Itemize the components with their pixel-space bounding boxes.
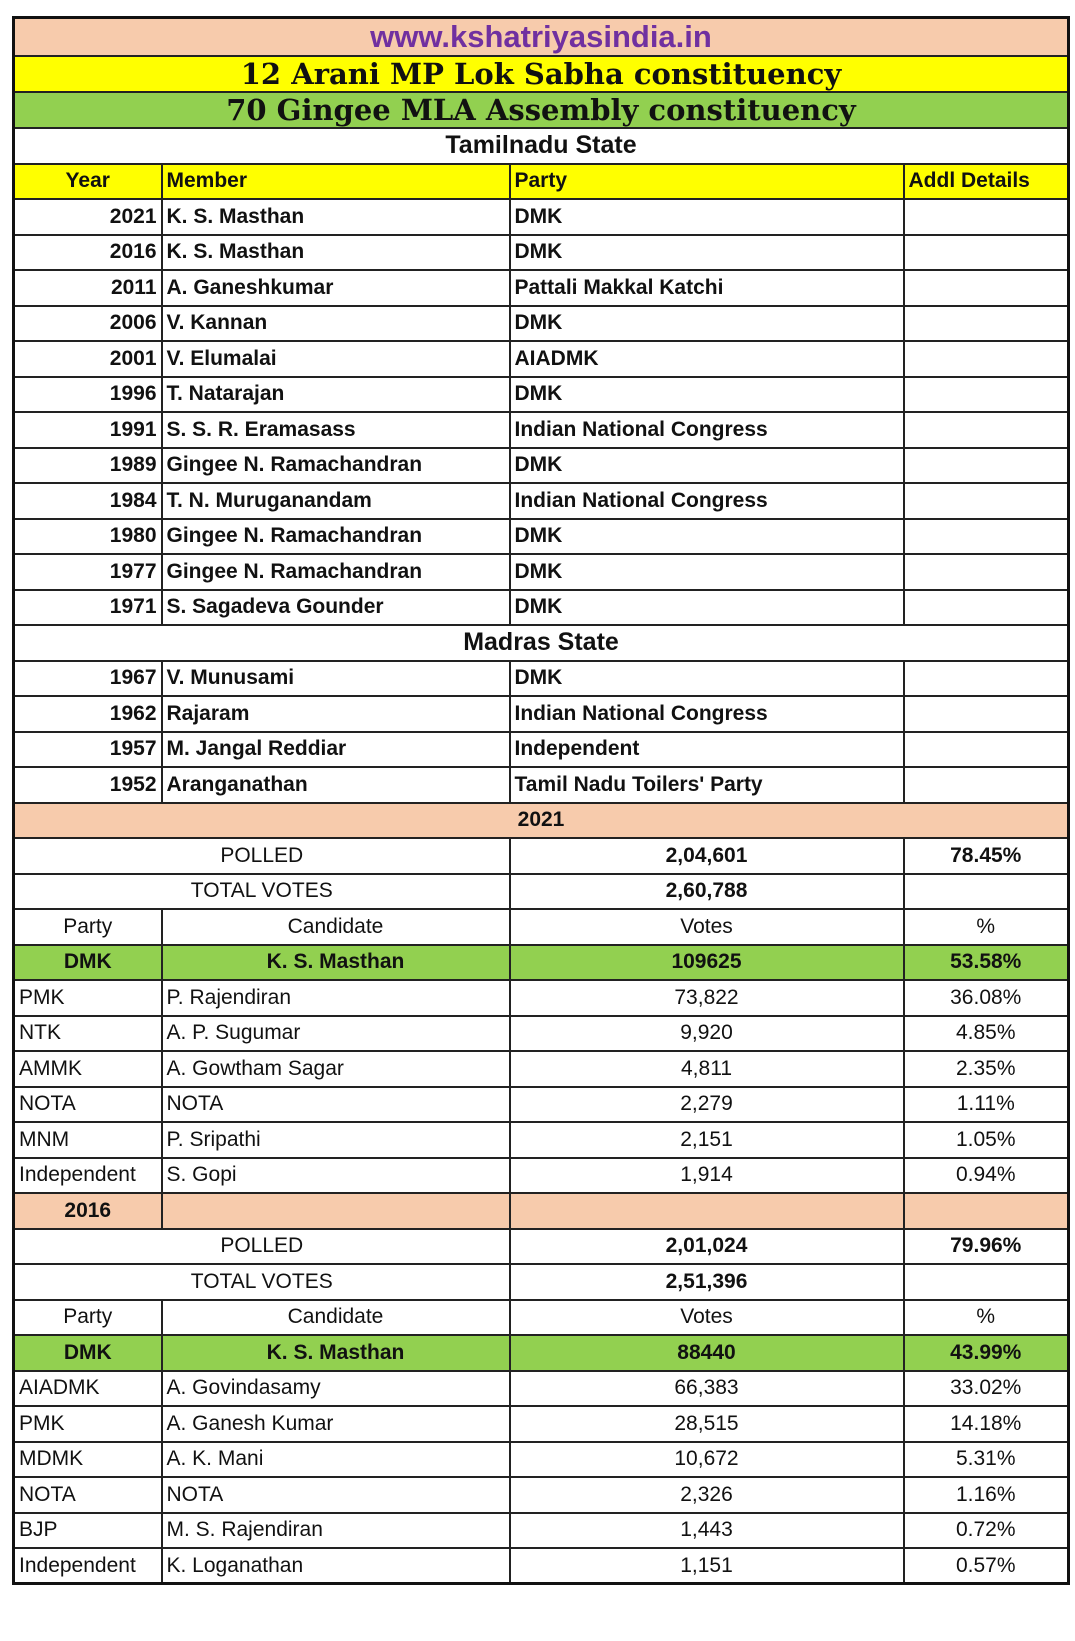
candidate-name: S. Gopi <box>162 1158 510 1194</box>
member-year: 1962 <box>14 696 162 732</box>
member-row <box>14 732 1069 768</box>
member-details <box>904 412 1069 448</box>
candidate-party: MNM <box>14 1122 162 1158</box>
candidate-party: NOTA <box>14 1087 162 1123</box>
candidate-party: AIADMK <box>14 1371 162 1407</box>
col-candidate: Candidate <box>162 909 510 945</box>
candidate-party: Independent <box>14 1548 162 1584</box>
member-row <box>14 519 1069 555</box>
member-details <box>904 235 1069 271</box>
member-name: K. S. Masthan <box>162 199 510 235</box>
member-year: 1967 <box>14 661 162 697</box>
candidate-row <box>14 1016 1069 1052</box>
member-row <box>14 767 1069 803</box>
member-details <box>904 448 1069 484</box>
candidate-percent: 1.16% <box>904 1477 1069 1513</box>
member-year: 1996 <box>14 377 162 413</box>
total-votes-label: TOTAL VOTES <box>14 874 510 910</box>
col-year: Year <box>14 164 162 200</box>
candidate-row <box>14 1158 1069 1194</box>
member-details <box>904 732 1069 768</box>
madras-state-row <box>14 625 1069 661</box>
member-details <box>904 341 1069 377</box>
winner-votes: 88440 <box>510 1335 904 1371</box>
member-year: 2021 <box>14 199 162 235</box>
member-row <box>14 306 1069 342</box>
member-name: V. Elumalai <box>162 341 510 377</box>
member-year: 2016 <box>14 235 162 271</box>
election-year-row <box>14 1193 1069 1229</box>
candidate-party: NTK <box>14 1016 162 1052</box>
member-details <box>904 661 1069 697</box>
member-details <box>904 306 1069 342</box>
member-year: 1991 <box>14 412 162 448</box>
member-name: T. Natarajan <box>162 377 510 413</box>
candidate-votes: 1,151 <box>510 1548 904 1584</box>
candidate-votes: 2,279 <box>510 1087 904 1123</box>
polled-percent: 78.45% <box>904 838 1069 874</box>
col-percent: % <box>904 909 1069 945</box>
member-party: DMK <box>510 661 904 697</box>
member-year: 1977 <box>14 554 162 590</box>
member-row <box>14 412 1069 448</box>
member-party: DMK <box>510 235 904 271</box>
candidate-percent: 4.85% <box>904 1016 1069 1052</box>
candidate-name: A. Govindasamy <box>162 1371 510 1407</box>
member-name: Gingee N. Ramachandran <box>162 554 510 590</box>
winner-percent: 53.58% <box>904 945 1069 981</box>
member-row <box>14 270 1069 306</box>
total-votes-label: TOTAL VOTES <box>14 1264 510 1300</box>
candidate-votes: 66,383 <box>510 1371 904 1407</box>
col-party: Party <box>510 164 904 200</box>
member-name: V. Kannan <box>162 306 510 342</box>
polled-label: POLLED <box>14 1229 510 1265</box>
member-year: 1952 <box>14 767 162 803</box>
member-details <box>904 554 1069 590</box>
members-header-row <box>14 164 1069 200</box>
total-votes-row <box>14 874 1069 910</box>
col-percent: % <box>904 1300 1069 1336</box>
candidate-votes: 1,443 <box>510 1513 904 1549</box>
col-party: Party <box>14 1300 162 1336</box>
member-party: DMK <box>510 377 904 413</box>
candidate-name: NOTA <box>162 1087 510 1123</box>
member-details <box>904 270 1069 306</box>
member-row <box>14 199 1069 235</box>
candidate-name: M. S. Rajendiran <box>162 1513 510 1549</box>
polled-value: 2,01,024 <box>510 1229 904 1265</box>
candidate-percent: 2.35% <box>904 1051 1069 1087</box>
member-name: T. N. Muruganandam <box>162 483 510 519</box>
member-party: DMK <box>510 554 904 590</box>
member-details <box>904 590 1069 626</box>
winner-party: DMK <box>14 1335 162 1371</box>
total-votes-value: 2,60,788 <box>510 874 904 910</box>
member-party: DMK <box>510 306 904 342</box>
election-year-blank <box>162 1193 510 1229</box>
candidate-votes: 1,914 <box>510 1158 904 1194</box>
candidate-percent: 0.72% <box>904 1513 1069 1549</box>
member-name: K. S. Masthan <box>162 235 510 271</box>
member-name: S. S. R. Eramasass <box>162 412 510 448</box>
member-party: AIADMK <box>510 341 904 377</box>
member-party: DMK <box>510 590 904 626</box>
winner-row <box>14 945 1069 981</box>
constituency-sheet <box>12 16 1070 1585</box>
polled-row <box>14 1229 1069 1265</box>
total-votes-value: 2,51,396 <box>510 1264 904 1300</box>
member-row <box>14 448 1069 484</box>
polled-row <box>14 838 1069 874</box>
candidate-row <box>14 1087 1069 1123</box>
candidate-row <box>14 1371 1069 1407</box>
member-row <box>14 590 1069 626</box>
member-name: Aranganathan <box>162 767 510 803</box>
member-row <box>14 377 1069 413</box>
candidate-party: PMK <box>14 980 162 1016</box>
member-details <box>904 767 1069 803</box>
member-name: A. Ganeshkumar <box>162 270 510 306</box>
member-year: 2001 <box>14 341 162 377</box>
col-party: Party <box>14 909 162 945</box>
member-details <box>904 519 1069 555</box>
election-year-blank <box>510 1193 904 1229</box>
member-year: 1989 <box>14 448 162 484</box>
candidate-percent: 5.31% <box>904 1442 1069 1478</box>
candidate-row <box>14 1477 1069 1513</box>
polled-label: POLLED <box>14 838 510 874</box>
member-name: V. Munusami <box>162 661 510 697</box>
election-year: 2016 <box>14 1193 162 1229</box>
col-candidate: Candidate <box>162 1300 510 1336</box>
member-party: Indian National Congress <box>510 412 904 448</box>
member-year: 1980 <box>14 519 162 555</box>
winner-candidate: K. S. Masthan <box>162 1335 510 1371</box>
member-name: S. Sagadeva Gounder <box>162 590 510 626</box>
candidate-percent: 36.08% <box>904 980 1069 1016</box>
col-member: Member <box>162 164 510 200</box>
member-name: Gingee N. Ramachandran <box>162 448 510 484</box>
candidate-votes: 28,515 <box>510 1406 904 1442</box>
candidate-percent: 1.11% <box>904 1087 1069 1123</box>
candidate-name: P. Sripathi <box>162 1122 510 1158</box>
member-details <box>904 696 1069 732</box>
candidate-name: A. Gowtham Sagar <box>162 1051 510 1087</box>
member-year: 1984 <box>14 483 162 519</box>
member-row <box>14 341 1069 377</box>
winner-candidate: K. S. Masthan <box>162 945 510 981</box>
member-row <box>14 235 1069 271</box>
candidate-votes: 2,151 <box>510 1122 904 1158</box>
candidate-percent: 0.57% <box>904 1548 1069 1584</box>
candidate-row <box>14 1442 1069 1478</box>
polled-percent: 79.96% <box>904 1229 1069 1265</box>
candidate-party: AMMK <box>14 1051 162 1087</box>
candidate-percent: 1.05% <box>904 1122 1069 1158</box>
member-name: Rajaram <box>162 696 510 732</box>
member-name: Gingee N. Ramachandran <box>162 519 510 555</box>
candidate-row <box>14 1406 1069 1442</box>
total-votes-row <box>14 1264 1069 1300</box>
col-votes: Votes <box>510 1300 904 1336</box>
candidate-votes: 2,326 <box>510 1477 904 1513</box>
member-party: DMK <box>510 519 904 555</box>
member-party: DMK <box>510 448 904 484</box>
candidate-party: MDMK <box>14 1442 162 1478</box>
candidate-name: A. Ganesh Kumar <box>162 1406 510 1442</box>
election-year-blank <box>904 1193 1069 1229</box>
candidate-row <box>14 1051 1069 1087</box>
madras-state-heading: Madras State <box>14 625 1069 661</box>
candidate-percent: 14.18% <box>904 1406 1069 1442</box>
candidate-row <box>14 980 1069 1016</box>
member-name: M. Jangal Reddiar <box>162 732 510 768</box>
member-row <box>14 661 1069 697</box>
site-title[interactable]: www.kshatriyasindia.in <box>14 18 1069 57</box>
col-addl-details: Addl Details <box>904 164 1069 200</box>
candidate-name: K. Loganathan <box>162 1548 510 1584</box>
candidate-votes: 4,811 <box>510 1051 904 1087</box>
candidate-party: Independent <box>14 1158 162 1194</box>
total-votes-blank <box>904 874 1069 910</box>
candidate-party: PMK <box>14 1406 162 1442</box>
tamilnadu-state-heading: Tamilnadu State <box>14 128 1069 164</box>
member-row <box>14 554 1069 590</box>
candidate-name: NOTA <box>162 1477 510 1513</box>
polled-value: 2,04,601 <box>510 838 904 874</box>
member-party: DMK <box>510 199 904 235</box>
candidate-row <box>14 1548 1069 1584</box>
total-votes-blank <box>904 1264 1069 1300</box>
winner-party: DMK <box>14 945 162 981</box>
election-year: 2021 <box>14 803 1069 839</box>
member-row <box>14 483 1069 519</box>
member-party: Independent <box>510 732 904 768</box>
candidate-party: NOTA <box>14 1477 162 1513</box>
candidate-name: A. K. Mani <box>162 1442 510 1478</box>
candidate-name: A. P. Sugumar <box>162 1016 510 1052</box>
member-details <box>904 483 1069 519</box>
assembly-title: 70 Gingee MLA Assembly constituency <box>14 92 1069 128</box>
member-year: 1957 <box>14 732 162 768</box>
candidate-party: BJP <box>14 1513 162 1549</box>
col-votes: Votes <box>510 909 904 945</box>
member-year: 2006 <box>14 306 162 342</box>
member-party: Indian National Congress <box>510 696 904 732</box>
member-party: Tamil Nadu Toilers' Party <box>510 767 904 803</box>
member-party: Indian National Congress <box>510 483 904 519</box>
election-year-row <box>14 803 1069 839</box>
winner-percent: 43.99% <box>904 1335 1069 1371</box>
candidate-votes: 10,672 <box>510 1442 904 1478</box>
candidate-percent: 33.02% <box>904 1371 1069 1407</box>
candidate-votes: 9,920 <box>510 1016 904 1052</box>
candidate-row <box>14 1122 1069 1158</box>
lok-sabha-title: 12 Arani MP Lok Sabha constituency <box>14 56 1069 92</box>
candidate-votes: 73,822 <box>510 980 904 1016</box>
member-details <box>904 199 1069 235</box>
member-row <box>14 696 1069 732</box>
member-year: 1971 <box>14 590 162 626</box>
result-header-row <box>14 909 1069 945</box>
winner-row <box>14 1335 1069 1371</box>
result-header-row <box>14 1300 1069 1336</box>
candidate-name: P. Rajendiran <box>162 980 510 1016</box>
member-party: Pattali Makkal Katchi <box>510 270 904 306</box>
member-year: 2011 <box>14 270 162 306</box>
candidate-row <box>14 1513 1069 1549</box>
winner-votes: 109625 <box>510 945 904 981</box>
member-details <box>904 377 1069 413</box>
candidate-percent: 0.94% <box>904 1158 1069 1194</box>
